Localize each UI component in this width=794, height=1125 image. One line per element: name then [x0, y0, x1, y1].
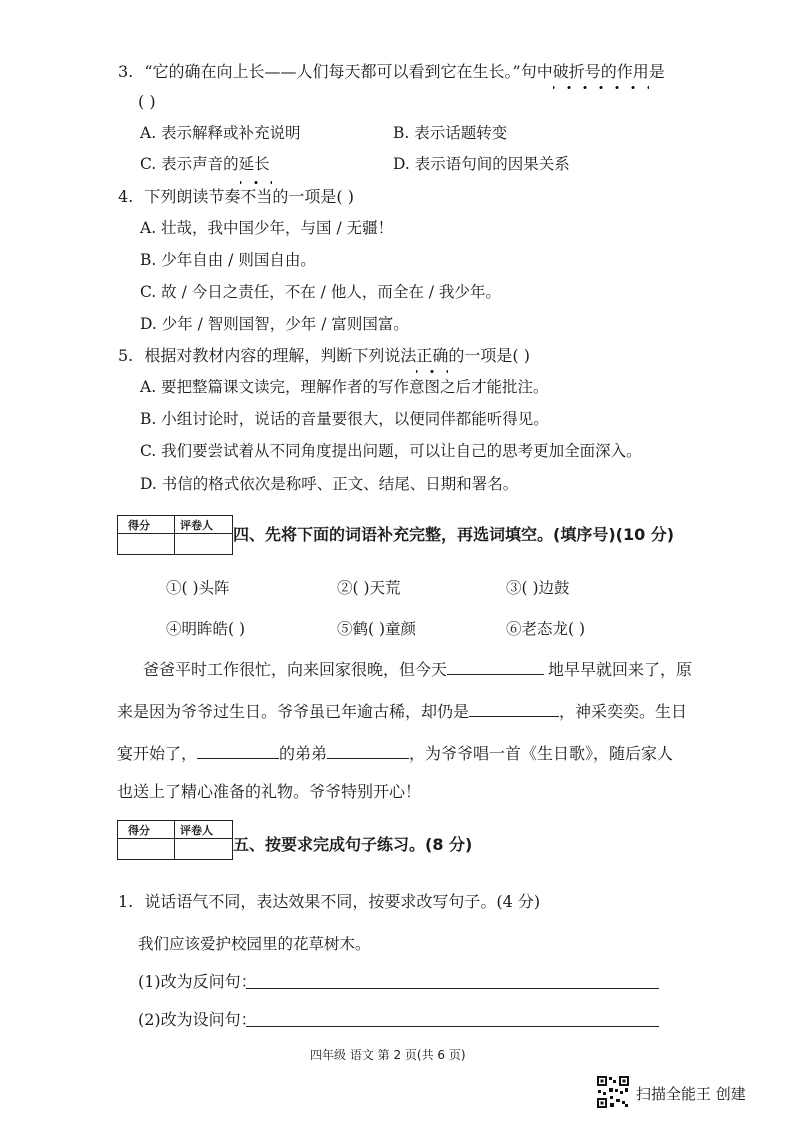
- s5-q1-sub2-answer-line[interactable]: [246, 1026, 659, 1027]
- qr-code-icon: [596, 1075, 630, 1109]
- score-box-divider: [174, 516, 175, 554]
- word-item-6: ⑥老态龙( ): [506, 620, 586, 638]
- q4-option-a: A. 壮哉，我中国少年，与国 / 无疆！: [140, 219, 394, 237]
- q3-stem: [118, 62, 665, 82]
- word-item-5: ⑤鹤( )童颜: [337, 620, 417, 638]
- q5-text-before: 根据对教材内容的理解，判断下列说法: [144, 346, 417, 365]
- q4-option-d: D. 少年 / 智则国智，少年 / 富则国富。: [140, 315, 409, 333]
- fill-blank-3[interactable]: [197, 742, 279, 759]
- q5-emphasis: 正确: [416, 346, 449, 365]
- fill-paragraph-line-4: 也送上了精心准备的礼物。爷爷特别开心！: [117, 782, 422, 801]
- score-box-row-line: [118, 533, 232, 534]
- s5-q1-sentence: 我们应该爱护校园里的花草树木。: [138, 935, 371, 953]
- score-box-divider: [174, 821, 175, 859]
- fill-paragraph-line-1: [143, 658, 692, 680]
- q5-option-d: D. 书信的格式依次是称呼、正文、结尾、日期和署名。: [140, 475, 519, 493]
- q5-text-after: 的一项是( ): [448, 346, 530, 365]
- section4-title: 四、先将下面的词语补充完整，再选词填空。(填序号)(10 分): [233, 525, 675, 544]
- q5-number: 5.: [118, 346, 134, 365]
- para-text-3: 来是因为爷爷过生日。爷爷虽已年逾古稀，却仍是: [117, 702, 470, 721]
- section5-title: 五、按要求完成句子练习。(8 分): [233, 835, 473, 854]
- section4-score-box: [117, 515, 233, 555]
- q4-text-after: 的一项是( ): [272, 187, 354, 206]
- q4-option-c: C. 故 / 今日之责任，不在 / 他人，而全在 / 我少年。: [140, 283, 501, 301]
- q3-emphasis: 破折号的作用: [552, 62, 649, 81]
- q5-option-c: C. 我们要尝试着从不同角度提出问题，可以让自己的思考更加全面深入。: [140, 442, 642, 460]
- section5-score-box: [117, 820, 233, 860]
- q3-text-before: “它的确在向上长——人们每天都可以看到它在生长。”句中: [144, 62, 553, 81]
- q3-option-c: C. 表示声音的延长: [140, 155, 270, 173]
- score-label: 得分: [128, 824, 150, 837]
- score-label: 得分: [128, 519, 150, 532]
- q4-stem: [118, 187, 354, 207]
- word-item-3: ③( )边鼓: [506, 579, 570, 597]
- q3-option-a: A. 表示解释或补充说明: [140, 124, 301, 142]
- s5-q1-sub1-label: (1)改为反问句：: [138, 972, 257, 991]
- word-item-1: ①( )头阵: [166, 579, 230, 597]
- fill-blank-2[interactable]: [469, 700, 559, 717]
- q3-number: 3.: [118, 62, 134, 81]
- s5-q1-stem: [118, 892, 540, 912]
- fill-blank-1[interactable]: [447, 658, 544, 675]
- s5-q1-text: 说话语气不同，表达效果不同，按要求改写句子。(4 分): [144, 892, 541, 911]
- word-item-4: ④明眸皓( ): [166, 620, 246, 638]
- page-footer: 四年级 语文 第 2 页(共 6 页): [310, 1048, 466, 1062]
- q4-text-before: 下列朗读节奏: [144, 187, 241, 206]
- para-text-6: 的弟弟: [279, 744, 328, 763]
- q4-option-b: B. 少年自由 / 则国自由。: [140, 251, 316, 269]
- para-text-5: 宴开始了，: [117, 744, 198, 763]
- q5-option-b: B. 小组讨论时，说话的音量要很大，以便同伴都能听得见。: [140, 410, 549, 428]
- q3-answer-paren: ( ): [138, 92, 156, 111]
- fill-blank-4[interactable]: [327, 742, 409, 759]
- s5-q1-sub1-answer-line[interactable]: [246, 988, 659, 989]
- q3-option-b: B. 表示话题转变: [393, 124, 508, 142]
- fill-paragraph-line-3: [117, 742, 673, 764]
- s5-q1-sub2-label: (2)改为设问句：: [138, 1010, 257, 1029]
- para-text-4: ，神采奕奕。生日: [559, 702, 688, 721]
- q3-text-after: 是: [648, 62, 665, 81]
- q4-number: 4.: [118, 187, 134, 206]
- grader-label: 评卷人: [180, 519, 213, 532]
- fill-paragraph-line-2: [117, 700, 687, 722]
- q4-emphasis: 不当: [240, 187, 273, 206]
- s5-q1-number: 1.: [118, 892, 134, 911]
- scanner-watermark: 扫描全能王 创建: [636, 1085, 746, 1103]
- q5-option-a: A. 要把整篇课文读完，理解作者的写作意图之后才能批注。: [140, 378, 549, 396]
- word-item-2: ②( )天荒: [337, 579, 401, 597]
- q3-option-d: D. 表示语句间的因果关系: [393, 155, 570, 173]
- para-text-2: 地早早就回来了，原: [548, 660, 693, 679]
- q5-stem: [118, 346, 530, 366]
- score-box-row-line: [118, 838, 232, 839]
- para-text-7: ，为爷爷唱一首《生日歌》，随后家人: [409, 744, 674, 763]
- grader-label: 评卷人: [180, 824, 213, 837]
- para-text-1: 爸爸平时工作很忙，向来回家很晚，但今天: [143, 660, 448, 679]
